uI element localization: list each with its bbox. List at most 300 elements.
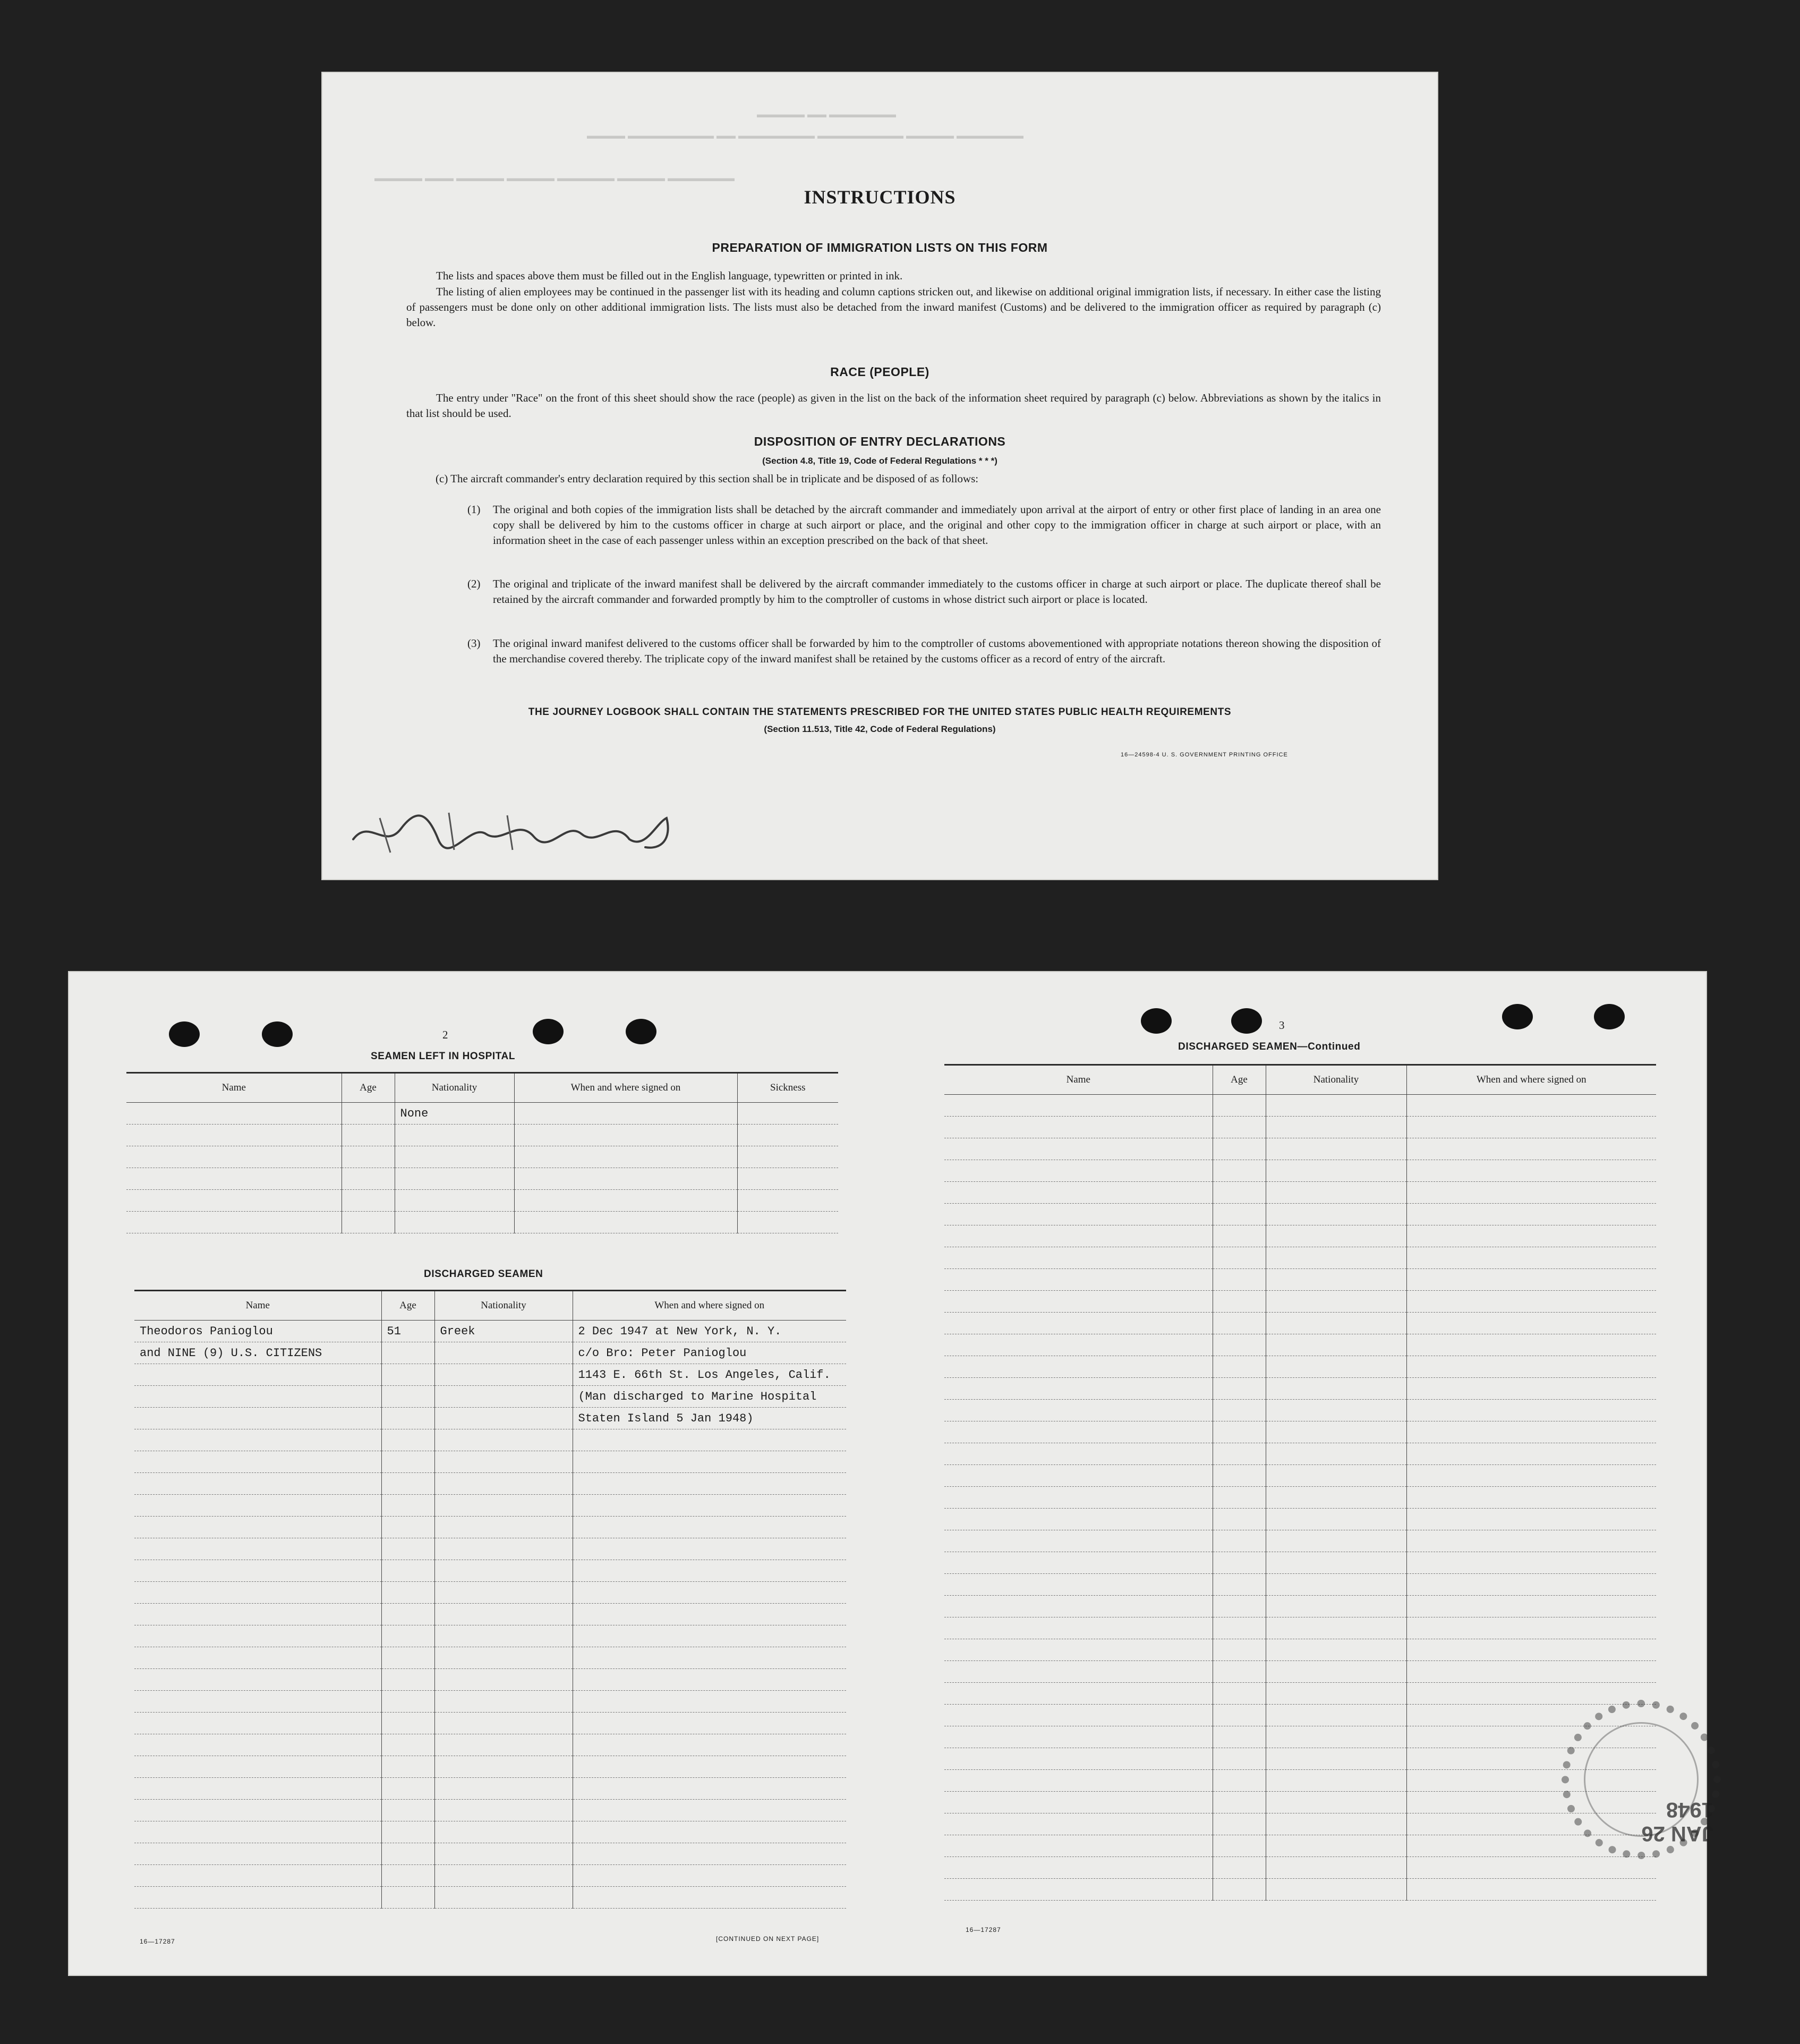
table-cell <box>381 1386 434 1408</box>
disposition-intro: (c) The aircraft commander's entry declaration required by this section shall be in triplicate and be disposed of as follows: <box>436 472 979 485</box>
table-cell <box>434 1734 573 1756</box>
table-cell: and NINE (9) U.S. CITIZENS <box>134 1342 381 1364</box>
table-cell <box>1406 1596 1656 1617</box>
form-number-right: 16—17287 <box>966 1926 1001 1934</box>
item-text: The original inward manifest delivered to the customs officer shall be forwarded by him to the comptroller of customs abovementioned with appropriate notations thereon showing the disposition of the merchandise covered thereby. The triplicate copy of the inward manifest shall be retained by the customs officer as a record of entry of the aircraft. <box>493 637 1381 665</box>
table-cell <box>1406 1247 1656 1269</box>
table-cell <box>944 1117 1213 1138</box>
table-cell <box>1213 1117 1266 1138</box>
table-cell <box>944 1225 1213 1247</box>
discharged-row <box>134 1821 846 1843</box>
table-cell <box>1406 1334 1656 1356</box>
table-cell <box>573 1538 846 1560</box>
table-cell <box>1406 1095 1656 1117</box>
table-cell <box>1213 1835 1266 1857</box>
hospital-header-row <box>126 1073 838 1103</box>
table-cell <box>1266 1117 1406 1138</box>
table-cell <box>1406 1574 1656 1596</box>
table-cell <box>944 1530 1213 1552</box>
table-cell <box>1266 1835 1406 1857</box>
table-cell <box>514 1103 737 1125</box>
col-header-signed-on: When and where signed on <box>1406 1065 1656 1095</box>
table-cell <box>381 1342 434 1364</box>
table-cell <box>381 1538 434 1560</box>
table-cell <box>134 1778 381 1800</box>
table-cell <box>134 1495 381 1517</box>
table-cell <box>1213 1465 1266 1487</box>
table-cell <box>434 1647 573 1669</box>
punch-hole <box>262 1021 293 1047</box>
table-cell <box>1213 1748 1266 1770</box>
discharged-row <box>134 1843 846 1865</box>
table-cell <box>395 1125 514 1146</box>
continued-row <box>944 1356 1656 1378</box>
table-cell <box>573 1560 846 1582</box>
table-cell <box>944 1138 1213 1160</box>
table-cell <box>944 1509 1213 1530</box>
table-cell <box>1213 1770 1266 1792</box>
table-cell <box>944 1552 1213 1574</box>
table-cell <box>1406 1617 1656 1639</box>
discharged-row <box>134 1451 846 1473</box>
table-cell <box>514 1125 737 1146</box>
discharged-row <box>134 1538 846 1560</box>
item-number: (1) <box>467 503 481 516</box>
table-cell <box>381 1560 434 1582</box>
punch-hole <box>1502 1004 1533 1029</box>
punch-hole <box>626 1019 656 1044</box>
table-cell <box>395 1190 514 1212</box>
race-paragraph <box>406 390 1381 421</box>
table-cell <box>1406 1661 1656 1683</box>
table-cell: Staten Island 5 Jan 1948) <box>573 1408 846 1429</box>
table-cell <box>381 1495 434 1517</box>
disposition-heading: DISPOSITION OF ENTRY DECLARATIONS <box>754 435 1006 448</box>
table-cell <box>573 1734 846 1756</box>
table-cell <box>1406 1269 1656 1291</box>
table-cell <box>944 1748 1213 1770</box>
continued-row <box>944 1617 1656 1639</box>
table-cell <box>573 1473 846 1495</box>
table-cell <box>573 1604 846 1625</box>
table-cell <box>381 1582 434 1604</box>
continued-note: [CONTINUED ON NEXT PAGE] <box>716 1935 820 1943</box>
col-header-signed-on: When and where signed on <box>514 1073 737 1103</box>
table-cell <box>126 1103 342 1125</box>
table-cell <box>134 1800 381 1821</box>
continued-row <box>944 1726 1656 1748</box>
continued-row <box>944 1879 1656 1901</box>
table-cell <box>1406 1291 1656 1313</box>
disposition-item-2 <box>467 576 1381 607</box>
table-cell <box>381 1734 434 1756</box>
table-cell <box>1266 1770 1406 1792</box>
table-cell <box>514 1168 737 1190</box>
table-cell <box>1266 1487 1406 1509</box>
table-cell <box>1406 1160 1656 1182</box>
table-cell <box>434 1429 573 1451</box>
table-cell <box>1266 1574 1406 1596</box>
table-cell <box>126 1125 342 1146</box>
table-cell <box>944 1683 1213 1705</box>
table-cell <box>514 1146 737 1168</box>
table-cell <box>944 1835 1213 1857</box>
table-cell <box>134 1517 381 1538</box>
table-cell <box>1266 1596 1406 1617</box>
col-header-nationality: Nationality <box>434 1291 573 1321</box>
table-cell <box>1406 1356 1656 1378</box>
col-header-signed-on: When and where signed on <box>573 1291 846 1321</box>
table-cell <box>381 1865 434 1887</box>
table-cell <box>1213 1639 1266 1661</box>
bleed-through-text: ▬▬▬▬ ▬▬▬▬▬▬▬▬▬ ▬▬ ▬▬▬▬▬▬▬▬ ▬▬▬▬▬▬▬▬▬ ▬▬▬▬▬ ▬▬▬▬▬▬▬ <box>587 130 1024 141</box>
discharged-row <box>134 1429 846 1451</box>
table-cell <box>381 1451 434 1473</box>
hospital-row <box>126 1146 838 1168</box>
table-cell <box>573 1582 846 1604</box>
table-cell <box>134 1386 381 1408</box>
table-cell <box>434 1865 573 1887</box>
table-cell <box>134 1451 381 1473</box>
table-cell <box>1213 1487 1266 1509</box>
table-cell <box>1266 1095 1406 1117</box>
continued-row <box>944 1095 1656 1117</box>
table-cell <box>1266 1138 1406 1160</box>
table-cell <box>134 1756 381 1778</box>
table-cell <box>342 1125 395 1146</box>
table-cell <box>1213 1269 1266 1291</box>
table-cell <box>342 1212 395 1233</box>
table-cell <box>1266 1705 1406 1726</box>
table-cell <box>737 1103 838 1125</box>
table-cell <box>342 1190 395 1212</box>
col-header-name: Name <box>134 1291 381 1321</box>
discharged-row <box>134 1386 846 1408</box>
table-cell <box>434 1517 573 1538</box>
table-cell <box>573 1843 846 1865</box>
table-cell <box>381 1408 434 1429</box>
table-cell <box>1213 1792 1266 1813</box>
table-cell <box>1213 1726 1266 1748</box>
table-cell <box>134 1473 381 1495</box>
stamp-date: JAN 26 1948 <box>1641 1798 1713 1845</box>
table-cell <box>944 1661 1213 1683</box>
table-cell <box>944 1356 1213 1378</box>
table-cell <box>342 1103 395 1125</box>
table-cell <box>1406 1117 1656 1138</box>
table-cell <box>381 1364 434 1386</box>
table-cell <box>1406 1465 1656 1487</box>
table-cell <box>1213 1247 1266 1269</box>
table-cell <box>395 1146 514 1168</box>
discharged-row <box>134 1582 846 1604</box>
table-cell <box>573 1887 846 1909</box>
table-cell <box>944 1313 1213 1334</box>
col-header-age: Age <box>342 1073 395 1103</box>
table-cell <box>434 1364 573 1386</box>
punch-hole <box>1141 1008 1172 1034</box>
discharged-row <box>134 1364 846 1386</box>
continued-row <box>944 1770 1656 1792</box>
discharged-row <box>134 1778 846 1800</box>
table-cell <box>1213 1879 1266 1901</box>
col-header-sickness: Sickness <box>737 1073 838 1103</box>
table-cell <box>1213 1617 1266 1639</box>
discharged-row <box>134 1604 846 1625</box>
continued-row <box>944 1421 1656 1443</box>
table-cell <box>944 1574 1213 1596</box>
table-cell <box>395 1168 514 1190</box>
table-cell <box>434 1604 573 1625</box>
table-cell <box>573 1800 846 1821</box>
table-cell <box>1406 1530 1656 1552</box>
table-cell <box>573 1429 846 1451</box>
handwritten-signature <box>348 802 677 861</box>
table-cell <box>944 1400 1213 1421</box>
race-paragraph-text: The entry under "Race" on the front of this sheet should show the race (people) as given in the list on the back of the information sheet required by paragraph (c) below. Abbreviations as shown by the italics in that list should be used. <box>406 391 1381 420</box>
table-cell <box>573 1495 846 1517</box>
table-cell <box>944 1879 1213 1901</box>
prep-paragraph-2-text: The listing of alien employees may be continued in the passenger list with its heading and column captions stricken out, and likewise on additional original immigration lists, if necessary. In either case the listing of passengers must be done only on other additional immigration lists. The lists must also be detached from the inward manifest (Customs) and be delivered to the immigration officer as required by paragraph (c) below. <box>406 285 1381 329</box>
discharged-row <box>134 1408 846 1429</box>
col-header-age: Age <box>1213 1065 1266 1095</box>
table-cell <box>1266 1204 1406 1225</box>
form-number-left: 16—17287 <box>140 1938 175 1945</box>
table-cell <box>1266 1726 1406 1748</box>
col-header-age: Age <box>381 1291 434 1321</box>
continued-row <box>944 1334 1656 1356</box>
table-cell <box>944 1247 1213 1269</box>
table-cell <box>573 1625 846 1647</box>
hospital-row <box>126 1103 838 1125</box>
disposition-item-3 <box>467 636 1381 667</box>
instructions-sheet <box>321 72 1438 880</box>
table-cell <box>1213 1378 1266 1400</box>
table-cell <box>1266 1617 1406 1639</box>
table-cell <box>134 1364 381 1386</box>
continued-row <box>944 1138 1656 1160</box>
table-cell <box>573 1691 846 1713</box>
prep-paragraph-1 <box>406 268 1381 284</box>
hospital-row <box>126 1168 838 1190</box>
manifest-sheet <box>68 971 1707 1976</box>
table-cell <box>1266 1378 1406 1400</box>
table-cell <box>134 1865 381 1887</box>
table-cell <box>944 1443 1213 1465</box>
table-cell <box>434 1669 573 1691</box>
continued-row <box>944 1748 1656 1770</box>
table-cell <box>434 1713 573 1734</box>
table-cell <box>381 1843 434 1865</box>
table-cell <box>1406 1683 1656 1705</box>
table-cell <box>126 1168 342 1190</box>
continued-row <box>944 1378 1656 1400</box>
table-cell: Greek <box>434 1321 573 1342</box>
table-cell <box>1213 1443 1266 1465</box>
hospital-row <box>126 1125 838 1146</box>
item-text: The original and both copies of the immigration lists shall be detached by the aircraft commander and immediately upon arrival at the airport of entry or other first place of landing in an area one copy shall be delivered by him to the customs officer in charge at such airport or place, and the original and other copy to the immigration officer in charge at such airport or place, with an information sheet in the case of each passenger unless within an exception prescribed on the back of that sheet. <box>493 503 1381 547</box>
table-cell <box>134 1538 381 1560</box>
table-cell <box>434 1887 573 1909</box>
table-cell <box>434 1495 573 1517</box>
continued-row <box>944 1117 1656 1138</box>
discharged-header-row <box>134 1291 846 1321</box>
table-cell <box>395 1212 514 1233</box>
table-cell <box>1213 1313 1266 1334</box>
table-cell <box>1213 1813 1266 1835</box>
col-header-name: Name <box>126 1073 342 1103</box>
col-header-name: Name <box>944 1065 1213 1095</box>
continued-header-row <box>944 1065 1656 1095</box>
table-cell <box>737 1125 838 1146</box>
page-number-left: 2 <box>442 1028 448 1041</box>
table-cell <box>434 1538 573 1560</box>
table-cell <box>1213 1421 1266 1443</box>
continued-row <box>944 1269 1656 1291</box>
table-cell <box>1266 1683 1406 1705</box>
table-cell <box>1406 1487 1656 1509</box>
table-cell <box>1266 1421 1406 1443</box>
table-cell <box>1266 1509 1406 1530</box>
punch-hole <box>169 1021 200 1047</box>
discharged-row <box>134 1887 846 1909</box>
table-cell <box>1406 1421 1656 1443</box>
table-cell <box>1213 1509 1266 1530</box>
table-cell <box>573 1713 846 1734</box>
table-cell <box>944 1639 1213 1661</box>
table-cell <box>573 1756 846 1778</box>
table-cell <box>573 1865 846 1887</box>
table-cell <box>434 1560 573 1582</box>
punch-hole <box>1594 1004 1625 1029</box>
continued-row <box>944 1465 1656 1487</box>
table-cell <box>434 1451 573 1473</box>
table-cell <box>1406 1138 1656 1160</box>
table-cell <box>1406 1313 1656 1334</box>
table-cell <box>381 1604 434 1625</box>
continued-row <box>944 1705 1656 1726</box>
table-cell <box>944 1421 1213 1443</box>
table-cell <box>944 1705 1213 1726</box>
continued-row <box>944 1683 1656 1705</box>
table-cell <box>573 1821 846 1843</box>
table-cell <box>1266 1356 1406 1378</box>
table-cell <box>434 1625 573 1647</box>
table-cell <box>381 1473 434 1495</box>
table-cell <box>134 1582 381 1604</box>
discharged-row <box>134 1560 846 1582</box>
prep-heading: PREPARATION OF IMMIGRATION LISTS ON THIS FORM <box>712 241 1048 254</box>
table-cell <box>134 1843 381 1865</box>
table-cell <box>737 1212 838 1233</box>
table-cell: 2 Dec 1947 at New York, N. Y. <box>573 1321 846 1342</box>
table-cell <box>1213 1530 1266 1552</box>
table-cell <box>1406 1400 1656 1421</box>
table-cell <box>1213 1138 1266 1160</box>
table-cell <box>1266 1465 1406 1487</box>
disposition-item-1 <box>467 502 1381 548</box>
col-header-nationality: Nationality <box>1266 1065 1406 1095</box>
hospital-row <box>126 1190 838 1212</box>
continued-row <box>944 1813 1656 1835</box>
discharged-row <box>134 1734 846 1756</box>
prep-paragraph-2 <box>406 284 1381 330</box>
table-cell <box>434 1582 573 1604</box>
discharged-row <box>134 1800 846 1821</box>
table-cell <box>434 1386 573 1408</box>
continued-row <box>944 1204 1656 1225</box>
table-cell <box>944 1182 1213 1204</box>
hospital-row <box>126 1212 838 1233</box>
table-cell <box>1266 1792 1406 1813</box>
bleed-through-text: ▬▬▬▬▬ ▬▬▬ ▬▬▬▬▬ ▬▬▬▬▬ ▬▬▬▬▬▬ ▬▬▬▬▬ ▬▬▬▬▬▬▬ <box>374 173 735 183</box>
table-cell <box>1266 1443 1406 1465</box>
discharged-row <box>134 1321 846 1342</box>
table-cell <box>434 1342 573 1364</box>
discharged-continued-table <box>944 1064 1656 1901</box>
continued-row <box>944 1443 1656 1465</box>
instructions-title: INSTRUCTIONS <box>804 186 956 208</box>
table-cell <box>944 1378 1213 1400</box>
table-cell <box>1406 1378 1656 1400</box>
table-cell <box>381 1821 434 1843</box>
table-cell <box>944 1465 1213 1487</box>
discharged-table <box>134 1290 846 1909</box>
hospital-table <box>126 1072 838 1233</box>
item-number: (2) <box>467 577 481 590</box>
table-cell <box>1406 1182 1656 1204</box>
item-number: (3) <box>467 637 481 650</box>
table-cell <box>1266 1552 1406 1574</box>
discharged-row <box>134 1713 846 1734</box>
table-cell <box>381 1887 434 1909</box>
logbook-footer: THE JOURNEY LOGBOOK SHALL CONTAIN THE STATEMENTS PRESCRIBED FOR THE UNITED STATES PUBLIC HEALTH REQUIREMENTS <box>528 706 1232 718</box>
table-cell <box>1266 1857 1406 1879</box>
table-cell <box>944 1813 1213 1835</box>
table-cell <box>434 1473 573 1495</box>
table-cell <box>126 1212 342 1233</box>
table-cell <box>1266 1182 1406 1204</box>
table-cell <box>342 1168 395 1190</box>
table-cell <box>381 1800 434 1821</box>
discharged-row <box>134 1691 846 1713</box>
table-cell <box>944 1487 1213 1509</box>
table-cell: Theodoros Panioglou <box>134 1321 381 1342</box>
continued-row <box>944 1291 1656 1313</box>
table-cell <box>381 1647 434 1669</box>
continued-row <box>944 1552 1656 1574</box>
continued-row <box>944 1835 1656 1857</box>
table-cell <box>134 1713 381 1734</box>
table-cell <box>434 1691 573 1713</box>
table-cell <box>1266 1334 1406 1356</box>
hospital-title: SEAMEN LEFT IN HOSPITAL <box>371 1051 516 1062</box>
table-cell: c/o Bro: Peter Panioglou <box>573 1342 846 1364</box>
item-text: The original and triplicate of the inward manifest shall be delivered by the aircraft commander immediately to the customs officer in charge at such airport or place. The duplicate thereof shall be retained by the aircraft commander and forwarded promptly by him to the comptroller of customs in whose district such airport or place is located. <box>493 577 1381 606</box>
table-cell <box>737 1168 838 1190</box>
table-cell <box>134 1821 381 1843</box>
table-cell <box>1266 1639 1406 1661</box>
table-cell <box>126 1190 342 1212</box>
table-cell <box>1213 1204 1266 1225</box>
continued-row <box>944 1247 1656 1269</box>
table-cell <box>134 1560 381 1582</box>
table-cell <box>342 1146 395 1168</box>
table-cell <box>1406 1509 1656 1530</box>
table-cell <box>381 1691 434 1713</box>
table-cell: None <box>395 1103 514 1125</box>
table-cell <box>1213 1095 1266 1117</box>
